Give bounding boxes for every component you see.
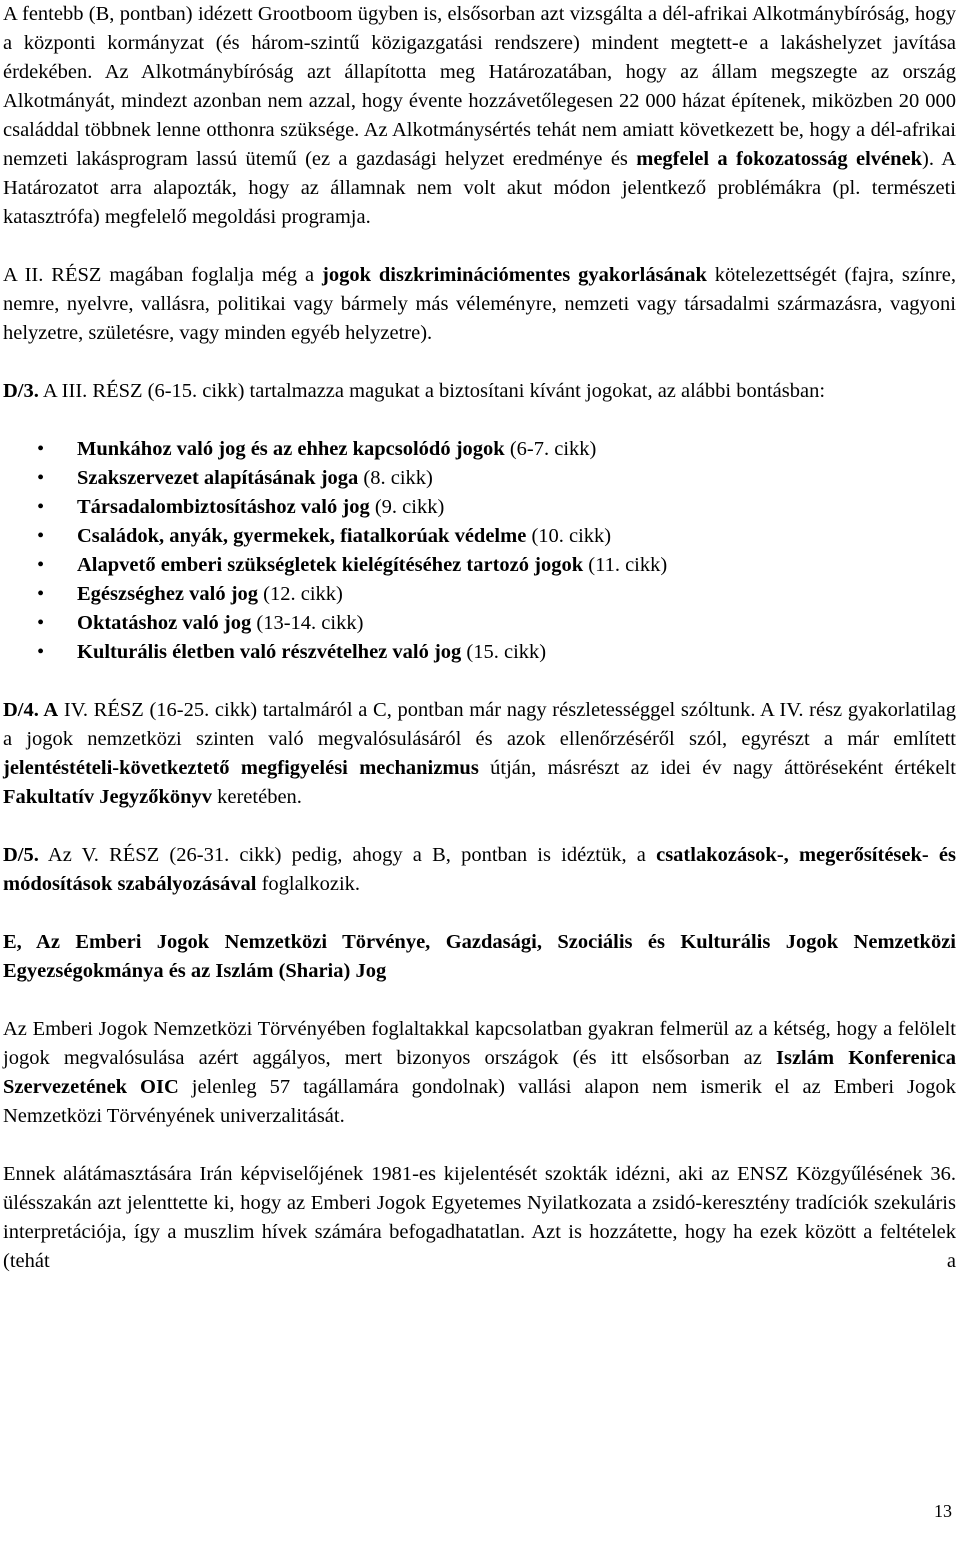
text-run: IV. RÉSZ (16-25. cikk) tartalmáról a C, pontban már nagy részletességgel szóltunk. A IV. rész gyakorlatilag a jogok nemzetközi szinten való megvalósulásáról és azok ellenőrzéséről szól, egyrészt a már említett <box>3 699 956 750</box>
page-number: 13 <box>934 1501 952 1521</box>
paragraph-d4 <box>3 696 956 812</box>
text-run: keretében. <box>212 786 302 808</box>
bullet-icon: • <box>37 641 45 663</box>
list-item <box>3 551 956 580</box>
bullet-icon: • <box>37 467 45 489</box>
list-item-rest: (12. cikk) <box>258 583 343 605</box>
bold-run: megfelel a fokozatosság elvének <box>636 148 923 170</box>
paragraph-grootboom <box>3 0 956 232</box>
list-item-bold: Munkához való jog és az ehhez kapcsolódó jogok <box>77 438 505 460</box>
bullet-icon: • <box>37 554 45 576</box>
bullet-icon: • <box>37 612 45 634</box>
bold-run: jelentéstételi-következtető megfigyelési mechanizmus <box>3 757 479 779</box>
section-label: D/4. A <box>3 699 59 721</box>
section-heading-e <box>3 928 956 986</box>
text-run: jelenleg 57 tagállamára gondolnak) vallási alapon nem ismerik el az Emberi Jogok Nemzetközi Törvényének univerzalitását. <box>3 1076 956 1127</box>
text-run: Ennek alátámasztására Irán képviselőjének 1981-es kijelentését szokták idézni, aki az ENSZ Közgyűlésének 36. ülésszakán azt jelenttette ki, hogy az Emberi Jogok Egyetemes Nyilatkozata a zsidó-keresztény tradíciók szekuláris interpretációja, így a muszlim hívek számára befogadhatatlan. Azt is hozzátette, hogy ha ezek között a feltételek (tehát a <box>3 1163 956 1272</box>
bold-run: Fakultatív Jegyzőkönyv <box>3 786 212 808</box>
list-item-rest: (8. cikk) <box>358 467 433 489</box>
heading-text: E, Az Emberi Jogok Nemzetközi Törvénye, Gazdasági, Szociális és Kulturális Jogok Nemzetközi Egyezségokmánya és az Iszlám (Sharia) Jog <box>3 931 956 982</box>
text-run: Az Emberi Jogok Nemzetközi Törvényében foglaltakkal kapcsolatban gyakran felmerül az a kétség, hogy a felölelt jogok megvalósulása azért aggályos, mert bizonyos országok (és itt elsősorban az <box>3 1018 956 1069</box>
list-item-bold: Alapvető emberi szükségletek kielégítéséhez tartozó jogok <box>77 554 584 576</box>
bullet-icon: • <box>37 496 45 518</box>
list-item-bold: Családok, anyák, gyermekek, fiatalkorúak védelme <box>77 525 527 547</box>
text-run: A III. RÉSZ (6-15. cikk) tartalmazza magukat a biztosítani kívánt jogokat, az alábbi bontásban: <box>38 380 826 402</box>
text-run: A II. RÉSZ magában foglalja még a <box>3 264 322 286</box>
list-item <box>3 638 956 667</box>
list-item <box>3 580 956 609</box>
list-item-rest: (13-14. cikk) <box>251 612 364 634</box>
bullet-icon: • <box>37 525 45 547</box>
list-item-bold: Oktatáshoz való jog <box>77 612 252 634</box>
bold-run: Iszlám Konferenica Szervezetének OIC <box>3 1047 956 1098</box>
paragraph-d5 <box>3 841 956 899</box>
text-run: útján, másrészt az idei év nagy áttöréseként értékelt <box>478 757 956 779</box>
paragraph-iran <box>3 1160 956 1276</box>
list-item <box>3 493 956 522</box>
bold-run: jogok diszkriminációmentes gyakorlásának <box>322 264 707 286</box>
list-item <box>3 522 956 551</box>
list-item-rest: (6-7. cikk) <box>504 438 597 460</box>
list-item <box>3 435 956 464</box>
list-item-bold: Társadalombiztosításhoz való jog <box>77 496 370 518</box>
text-run: A fentebb (B, pontban) idézett Grootboom ügyben is, elsősorban azt vizsgálta a dél-afrikai Alkotmánybíróság, hogy a központi kormányzat (és három-szintű közigazgatási rendszere) mindent megtett-e a lakáshelyzet javítása érdekében. Az Alkotmánybíróság azt állapította meg Határozatában, hogy az állam megszegte az ország Alkotmányát, mindezt azonban nem azzal, hogy évente hozzávetőlegesen 22 000 házat építenek, miközben 20 000 családdal többnek lenne otthonra szüksége. Az Alkotmánysértés tehát nem amiatt következett be, hogy a dél-afrikai nemzeti lakásprogram lassú ütemű (ez a gazdasági helyzet eredménye és <box>3 3 956 170</box>
paragraph-part-two <box>3 261 956 348</box>
list-item-rest: (11. cikk) <box>583 554 668 576</box>
bullet-icon: • <box>37 438 45 460</box>
section-label: D/3. <box>3 380 39 402</box>
list-item-bold: Egészséghez való jog <box>77 583 259 605</box>
section-label: D/5. <box>3 844 39 866</box>
list-item-bold: Kulturális életben való részvételhez való jog <box>77 641 462 663</box>
bold-run: csatlakozások-, megerősítések- és módosítások szabályozásával <box>3 844 956 895</box>
text-run: foglalkozik. <box>256 873 361 895</box>
rights-list <box>3 435 956 667</box>
text-run: Az V. RÉSZ (26-31. cikk) pedig, ahogy a B, pontban is idéztük, a <box>38 844 657 866</box>
list-item-rest: (9. cikk) <box>369 496 445 518</box>
list-item <box>3 464 956 493</box>
text-run: kötelezettségét (fajra, színre, nemre, nyelvre, vallásra, politikai vagy bármely más véleményre, nemzeti vagy társadalmi származásra, vagyoni helyzetre, születésre, vagy minden egyéb helyzetre). <box>3 264 956 344</box>
bullet-icon: • <box>37 583 45 605</box>
paragraph-d3 <box>3 377 956 406</box>
list-item-rest: (10. cikk) <box>526 525 612 547</box>
list-item <box>3 609 956 638</box>
list-item-bold: Szakszervezet alapításának joga <box>77 467 359 489</box>
paragraph-iszlam <box>3 1015 956 1131</box>
text-run: ). A Határozatot arra alapozták, hogy az államnak nem volt akut módon jelentkező problémákra (pl. természeti katasztrófa) megfelelő megoldási programja. <box>3 148 956 228</box>
list-item-rest: (15. cikk) <box>461 641 547 663</box>
